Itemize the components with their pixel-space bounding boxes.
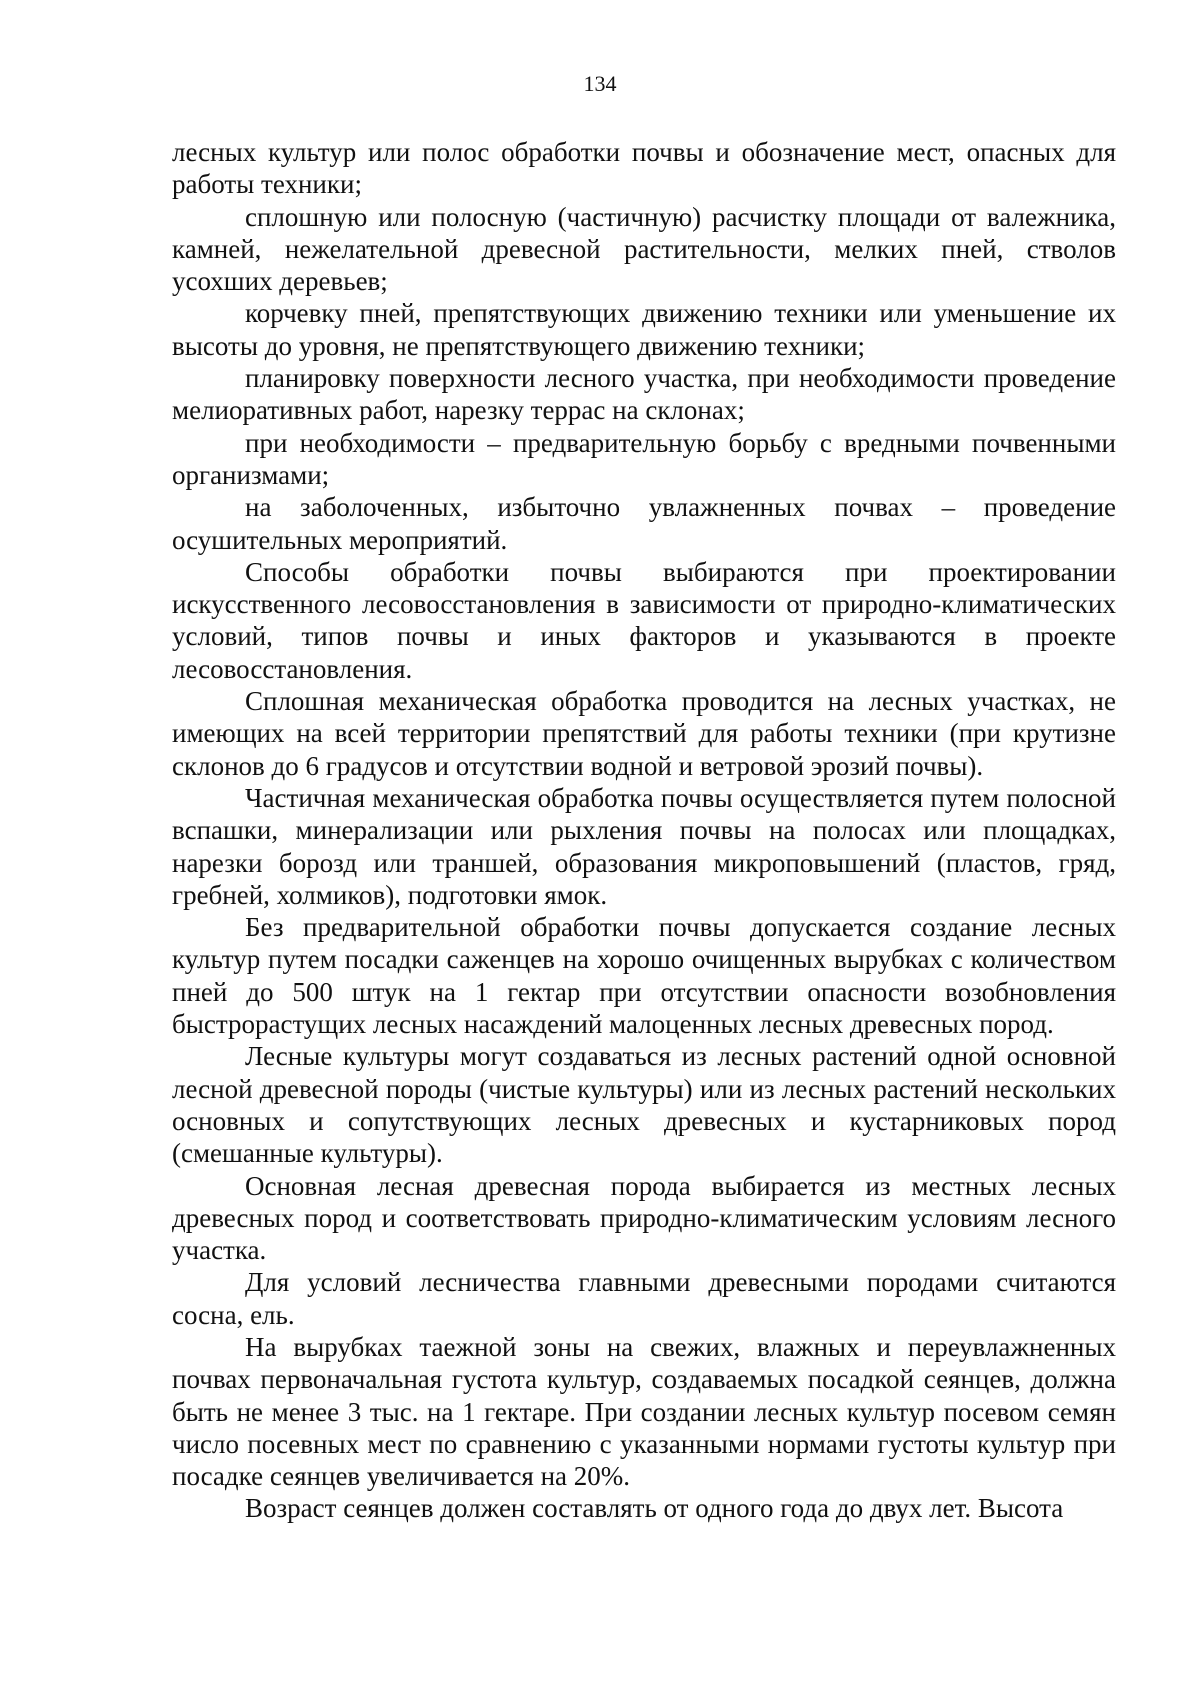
paragraph: планировку поверхности лесного участка, при необходимости проведение мелиоративных работ, нарезку террас на склонах; (172, 363, 1116, 426)
paragraph: на заболоченных, избыточно увлажненных почвах – проведение осушительных мероприятий. (172, 492, 1116, 555)
paragraph: Возраст сеянцев должен составлять от одного года до двух лет. Высота (245, 1493, 1064, 1524)
paragraph: Способы обработки почвы выбираются при проектировании искусственного лесовосстановления в зависимости от природно-климатических условий, типов почвы и иных факторов и указываются в проекте лесовосстановления. (172, 556, 1116, 684)
paragraph: На вырубках таежной зоны на свежих, влажных и переувлажненных почвах первоначальная густота культур, создаваемых посадкой сеянцев, должна быть не менее 3 тыс. на 1 гектаре. При создании лесных культур посевом семян число посевных мест по сравнению с указанными нормами густоты культур при посадке сеянцев увеличивается на 20%. (172, 1331, 1116, 1492)
paragraph: корчевку пней, препятствующих движению техники или уменьшение их высоты до уровня, не препятствующего движению техники; (172, 298, 1116, 361)
paragraph: Основная лесная древесная порода выбирается из местных лесных древесных пород и соответствовать природно-климатическим условиям лесного участка. (172, 1170, 1116, 1266)
paragraph: Сплошная механическая обработка проводится на лесных участках, не имеющих на всей территории препятствий для работы техники (при крутизне склонов до 6 градусов и отсутствии водной и ветровой эрозий почвы). (172, 686, 1116, 781)
page-number: 134 (583, 71, 617, 96)
paragraph-continuation: лесных культур или полос обработки почвы и обозначение мест, опасных для работы техники; (172, 137, 1116, 200)
paragraph: Лесные культуры могут создаваться из лесных растений одной основной лесной древесной породы (чистые культуры) или из лесных растений нескольких основных и сопутствующих лесных древесных и кустарниковых пород (смешанные культуры). (172, 1041, 1116, 1169)
paragraph: Для условий лесничества главными древесными породами считаются сосна, ель. (172, 1267, 1116, 1330)
paragraph: Частичная механическая обработка почвы осуществляется путем полосной вспашки, минерализации или рыхления почвы на полосах или площадках, нарезки борозд или траншей, образования микроповышений (пластов, гряд, гребней, холмиков), подготовки ямок. (172, 782, 1116, 910)
page-body (172, 136, 1116, 1525)
paragraph: сплошную или полосную (частичную) расчистку площади от валежника, камней, нежелательной древесной растительности, мелких пней, стволов усохших деревьев; (172, 201, 1116, 297)
paragraph: при необходимости – предварительную борьбу с вредными почвенными организмами; (172, 427, 1116, 490)
paragraph: Без предварительной обработки почвы допускается создание лесных культур путем посадки саженцев на хорошо очищенных вырубках с количеством пней до 500 штук на 1 гектар при отсутствии опасности возобновления быстрорастущих лесных насаждений малоценных лесных древесных пород. (172, 912, 1116, 1040)
